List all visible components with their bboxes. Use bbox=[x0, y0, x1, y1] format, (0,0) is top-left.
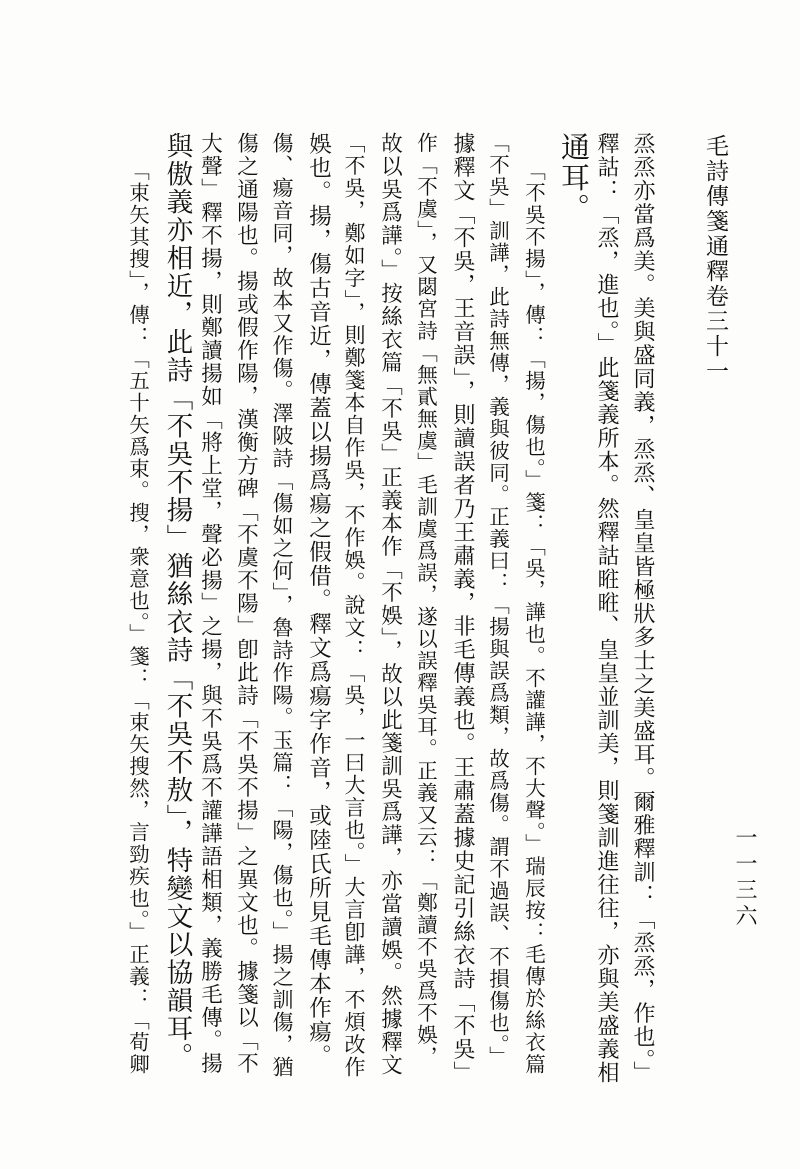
text-column-9: 「不吳，鄭如字」，則鄭箋本自作吳，不作娛。說文：「吳，一曰大言也。」大言卽譁，不煩改作 bbox=[342, 132, 366, 1079]
text-column-2: 釋詁：「烝，進也。」此箋義所本。然釋詁暀暀、皇皇並訓美，則箋訓進往往，亦與美盛義相 bbox=[594, 132, 619, 1085]
text-column-8: 故以吳爲譁。」按絲衣篇「不吳」正義本作「不娛」，故以此箋訓吳爲譁，亦當讀娛。然據釋文 bbox=[377, 132, 403, 1077]
text-column-11: 傷、瘍音同，故本又作傷。澤陂詩「傷如之何」，魯詩作陽。玉篇：「陽，傷也。」揚之訓傷，猶 bbox=[270, 132, 294, 1079]
text-column-12: 傷之通陽也。揚或假作陽，漢衡方碑「不虞不陽」卽此詩「不吳不揚」之異文也。據箋以「不 bbox=[233, 132, 259, 1075]
text-column-15: 「束矢其搜」，傳：「五十矢爲束。搜，衆意也。」箋：「束矢搜然，言勁疾也。」正義：「荀卿 bbox=[125, 160, 150, 1076]
text-column-10: 娛也。揚，傷古音近，傳蓋以揚爲瘍之假借。釋文爲瘍字作音，或陸氏所見毛傳本作瘍。 bbox=[305, 132, 332, 1068]
text-column-13: 大聲」釋不揚，則鄭讀揚如「將上堂，聲必揚」之揚，與不吳爲不讙譁語相類，義勝毛傳。揚 bbox=[197, 132, 223, 1075]
running-title: 毛詩傳箋通釋卷三十一 bbox=[702, 134, 728, 384]
text-column-1: 烝烝亦當爲美。美與盛同義，烝烝、皇皇皆極狀多士之美盛耳。爾雅釋訓：「烝烝，作也。」 bbox=[630, 132, 655, 1085]
text-column-6: 據釋文「不吳，王音誤」，則讀誤者乃王肅義，非毛傳義也。王肅蓋據史記引絲衣詩「不吳」 bbox=[450, 132, 475, 1085]
text-column-4: 「不吳不揚」，傳：「揚，傷也。」箋：「吳，譁也。不讙譁，不大聲。」瑞辰按：毛傳於絲衣篇 bbox=[521, 160, 546, 1076]
text-column-14: 與傲義亦相近，此詩「不吳不揚」猶絲衣詩「不吳不敖」，特變文以協韻耳。 bbox=[161, 132, 193, 1071]
text-column-5: 「不吳」訓譁，此詩無傳，義與彼同。正義曰：「揚與誤爲類，故爲傷。謂不過誤、不損傷也。」 bbox=[485, 132, 510, 1068]
text-column-7: 作「不虞」，又閟宮詩「無貳無虞」毛訓虞爲誤，遂以誤釋吳耳。正義又云：「鄭讀不吳爲不娛， bbox=[413, 132, 438, 1068]
text-column-3: 通耳。 bbox=[557, 132, 591, 224]
page-number: 一一三六 bbox=[732, 826, 757, 930]
